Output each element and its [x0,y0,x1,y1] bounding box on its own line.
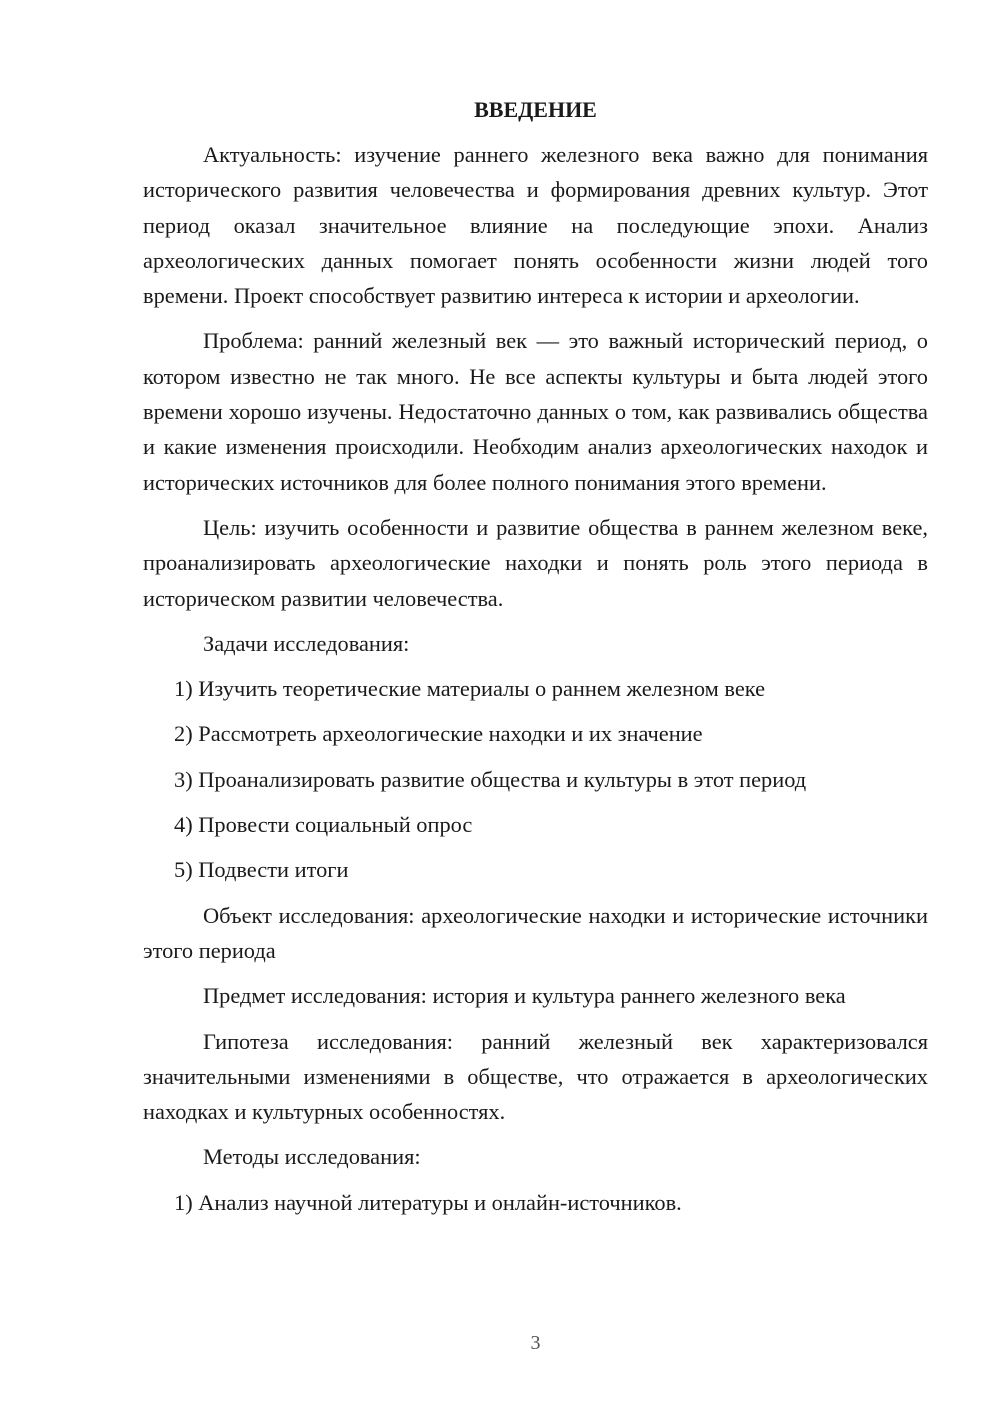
task-item: 5) Подвести итоги [174,857,349,883]
subject-paragraph: Предмет исследования: история и культура раннего железного века [203,983,846,1009]
page-number: 3 [530,1332,541,1354]
method-item: 1) Анализ научной литературы и онлайн-источников. [174,1189,682,1215]
task-item: 1) Изучить теоретические материалы о раннем железном веке [174,676,766,702]
task-item: 2) Рассмотреть археологические находки и их значение [174,721,703,747]
object-paragraph: Объект исследования: археологические находки и исторические источники этого периода [143,902,928,963]
page-title: ВВЕДЕНИЕ [474,97,597,122]
problem-paragraph: Проблема: ранний железный век — это важный исторический период, о котором известно не так много. Не все аспекты культуры и быта людей этого времени хорошо изучены. Недостаточно данных о том, как развивались общества и какие изменения происходили. Необходим анализ археологических находок и исторических источников для более полного понимания этого времени. [143,328,928,495]
task-item: 3) Проанализировать развитие общества и культуры в этот период [174,766,807,792]
goal-paragraph: Цель: изучить особенности и развитие общества в раннем железном веке, проанализировать археологические находки и понять роль этого периода в историческом развитии человечества. [143,514,928,611]
document-page [143,92,928,1230]
tasks-list [143,671,928,887]
methods-list [143,1185,928,1220]
hypothesis-paragraph: Гипотеза исследования: ранний железный век характеризовался значительными изменениями в обществе, что отражается в археологических находках и культурных особенностях. [143,1028,928,1125]
methods-heading: Методы исследования: [203,1144,421,1170]
tasks-heading: Задачи исследования: [203,630,410,656]
task-item: 4) Провести социальный опрос [174,812,473,838]
relevance-paragraph: Актуальность: изучение раннего железного века важно для понимания исторического развития человечества и формирования древних культур. Этот период оказал значительное влияние на последующие эпохи. Анализ археологических данных помогает понять особенности жизни людей того времени. Проект способствует развитию интереса к истории и археологии. [143,142,928,309]
